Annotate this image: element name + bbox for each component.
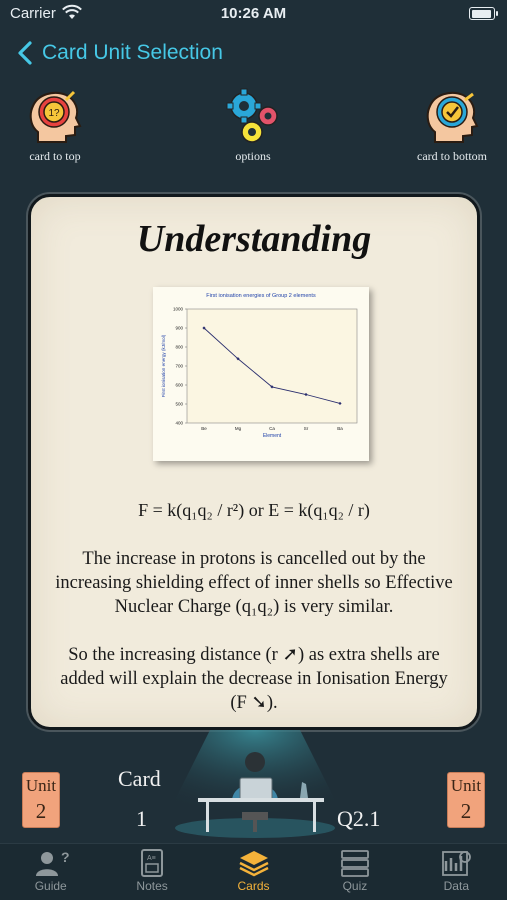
chevron-left-icon: [14, 39, 38, 67]
tab-bar: [0, 843, 507, 900]
tab-quiz[interactable]: [304, 844, 405, 900]
svg-text:?: ?: [60, 849, 70, 865]
card-title: Understanding: [136, 218, 372, 260]
tab-guide-label: Guide: [34, 879, 67, 893]
tab-quiz-label: Quiz: [342, 879, 368, 893]
tab-cards[interactable]: [203, 844, 304, 900]
chart-svg: [153, 287, 369, 461]
guide-icon: [34, 849, 68, 877]
quiz-icon: [338, 849, 372, 877]
data-icon: [439, 849, 473, 877]
y-tick-label: 800: [175, 344, 183, 350]
x-tick-label: Be: [201, 426, 207, 431]
chart-title: First ionisation energies of Group 2 elements: [206, 293, 316, 299]
card-label: Card: [118, 766, 161, 791]
card-to-bottom-button[interactable]: [397, 86, 507, 164]
y-tick-label: 1000: [172, 306, 183, 312]
flash-card[interactable]: [28, 194, 480, 730]
options-button[interactable]: [198, 86, 308, 164]
x-tick-label: Mg: [234, 426, 242, 431]
unit-right-number: 2: [460, 799, 472, 823]
tab-data-label: Data: [443, 879, 469, 893]
gears-icon: [222, 86, 284, 148]
x-tick-label: Ba: [337, 426, 343, 431]
cards-icon: [237, 849, 271, 877]
desk-illustration: [150, 730, 360, 840]
battery-icon: [469, 7, 495, 20]
back-button-label: Card Unit Selection: [42, 41, 223, 64]
ionisation-graph: [153, 287, 369, 461]
y-tick-label: 700: [175, 363, 183, 369]
tab-guide[interactable]: [0, 844, 101, 900]
unit-left-label: Unit: [25, 776, 57, 795]
x-tick-label: Ca: [269, 426, 275, 431]
unit-left-badge[interactable]: [22, 772, 60, 828]
clock: 10:26 AM: [220, 5, 287, 22]
card-code: Q2.1: [337, 806, 381, 831]
back-button[interactable]: [14, 38, 223, 68]
y-tick-label: 400: [175, 420, 183, 426]
status-bar: [0, 0, 507, 28]
tab-cards-label: Cards: [237, 879, 270, 893]
card-to-bottom-label: card to bottom: [417, 149, 487, 163]
unit-right-badge[interactable]: [447, 772, 485, 828]
tab-notes-label: Notes: [136, 879, 168, 893]
tab-data[interactable]: [406, 844, 507, 900]
card-to-top-button[interactable]: [0, 86, 110, 164]
card-number: 1: [136, 806, 147, 831]
notes-icon: [135, 849, 169, 877]
explanation-paragraph-2: So the increasing distance (r ➚) as extra shells are added will explain the decrease in Ionisation Energy (F ➘).: [60, 645, 448, 713]
y-axis-label: First ionisation energy (kJ/mol): [161, 334, 166, 398]
explanation-paragraph-1: The increase in protons is cancelled out by the increasing shielding effect of inner shells so Effective Nuclear Charge (q₁q₂) is very similar.: [55, 549, 453, 617]
head-check-icon: [421, 86, 483, 148]
svg-text:1?: 1?: [48, 108, 60, 119]
unit-right-label: Unit: [450, 776, 482, 795]
unit-left-number: 2: [35, 799, 47, 823]
formula: F = k(q₁q₂ / r²) or E = k(q₁q₂ / r): [138, 500, 370, 520]
y-tick-label: 900: [175, 325, 183, 331]
y-tick-label: 500: [175, 401, 183, 407]
head-gear-icon: [24, 86, 86, 148]
tab-notes[interactable]: [101, 844, 202, 900]
plot-area: [187, 309, 357, 423]
x-tick-label: Sr: [303, 426, 309, 431]
x-axis-label: Element: [262, 433, 282, 439]
carrier-label: Carrier: [10, 5, 56, 22]
y-tick-label: 600: [175, 382, 183, 388]
options-label: options: [235, 149, 271, 163]
svg-text:A≡: A≡: [147, 855, 156, 862]
card-to-top-label: card to top: [29, 149, 81, 163]
